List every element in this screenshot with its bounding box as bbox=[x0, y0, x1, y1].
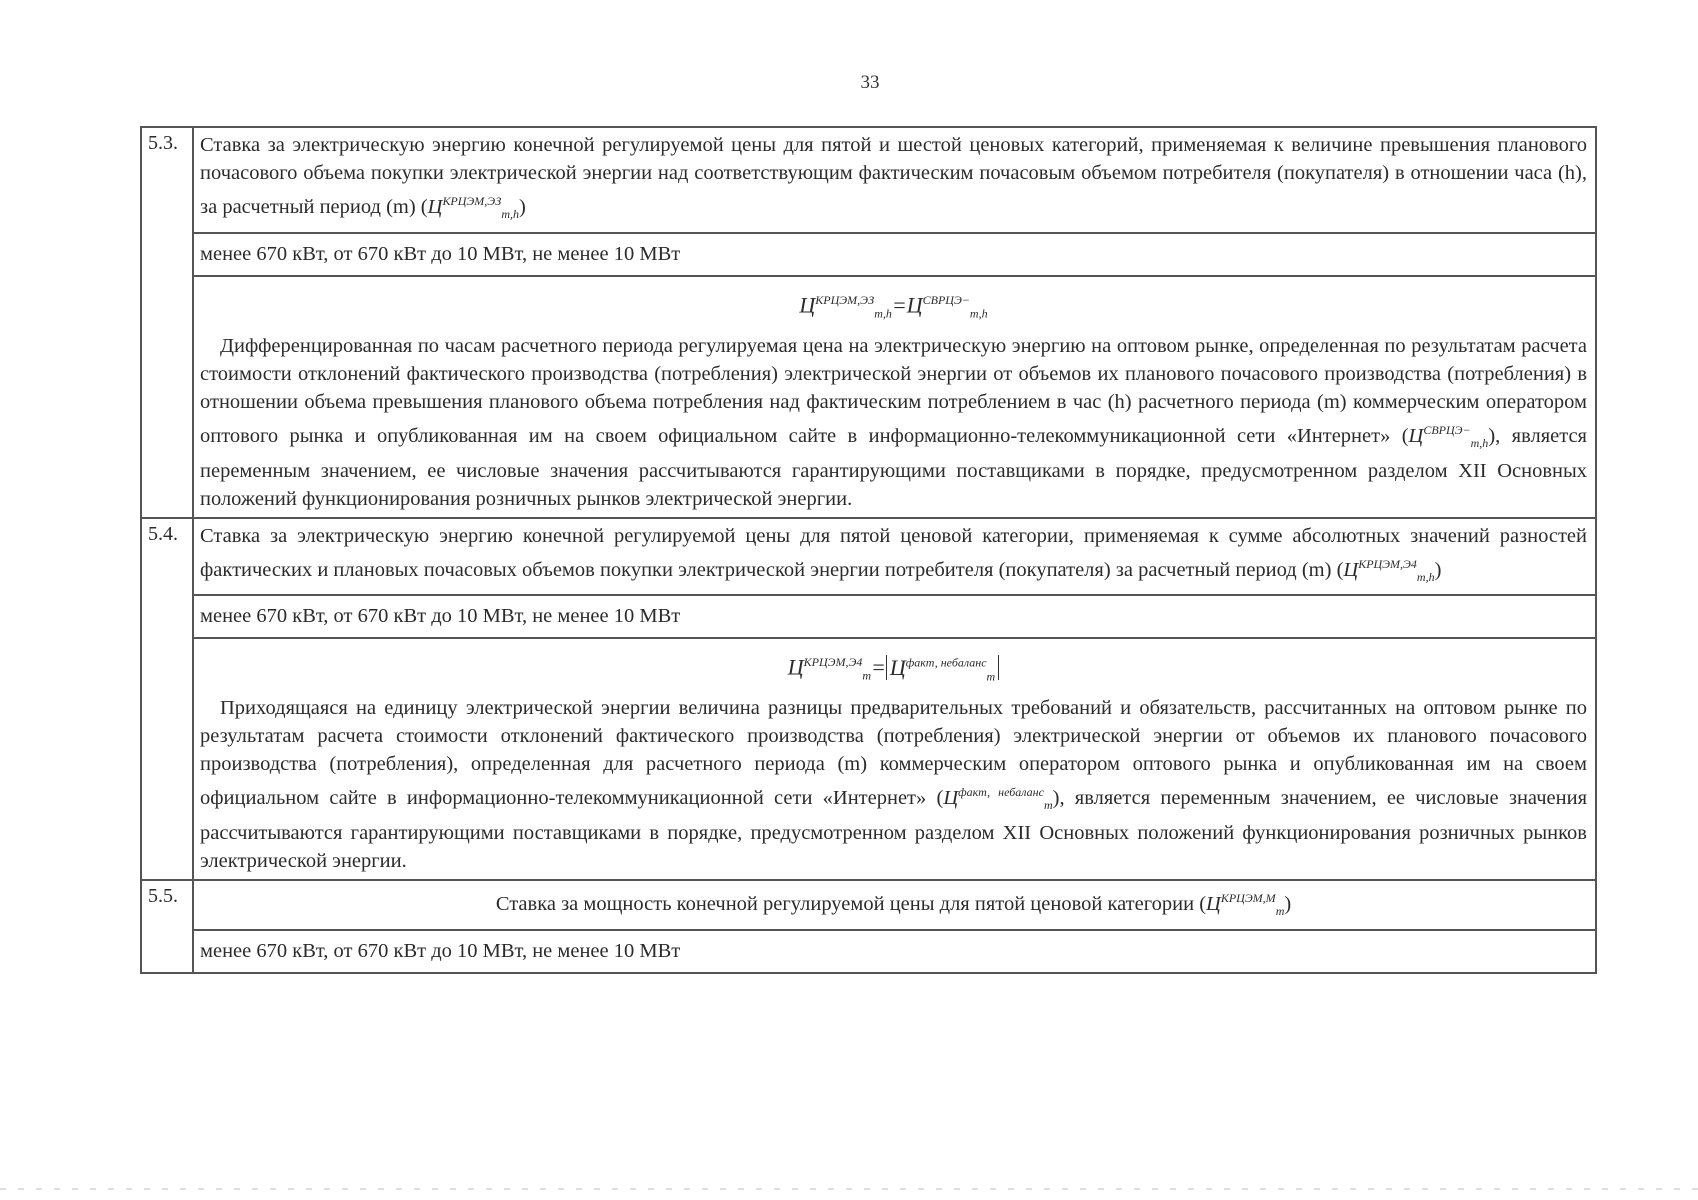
heading-text: Ставка за электрическую энергию конечной регулируемой цены для пятой ценовой категории, применяемая к сумме абсолютных значений разностей фактических и плановых почасовых объемов покупки электрической энергии потребителя (покупателя) за расчетный период (m) ( bbox=[200, 524, 1587, 581]
symbol-subscript: m,h bbox=[1416, 569, 1435, 584]
rate-definition bbox=[194, 639, 1595, 879]
table-row-5-5 bbox=[142, 881, 1595, 972]
definition-text bbox=[200, 694, 1587, 875]
symbol-superscript: КРЦЭМ,М bbox=[1220, 891, 1276, 906]
formula-equals: = bbox=[871, 654, 886, 680]
table-row-5-4 bbox=[142, 519, 1595, 882]
heading-closing: ) bbox=[1284, 892, 1292, 915]
symbol-superscript: КРЦЭМ,ЭЗ bbox=[442, 194, 502, 208]
price-symbol: Ц bbox=[427, 195, 443, 218]
definition-text bbox=[200, 332, 1587, 513]
definition-body: Дифференцированная по часам расчетного периода регулируемая цена на электрическую энергию на оптовом рынке, определенная по результатам расчета стоимости отклонений фактического производства (потребления) электрической энергии от объемов их планового почасового производства (потребления) в отношении объема превышения планового объема потребления над фактическим потреблением в час (h) расчетного периода (m) коммерческим оператором оптового рынка и опубликованная им на своем официальном сайте в информационно-телекоммуникационной сети «Интернет» ( bbox=[200, 334, 1587, 447]
symbol-superscript: факт, небаланс bbox=[958, 785, 1044, 800]
price-symbol: Ц bbox=[1408, 424, 1424, 447]
power-categories: менее 670 кВт, от 670 кВт до 10 МВт, не менее 10 МВт bbox=[194, 234, 1595, 277]
row-number: 5.4. bbox=[142, 519, 194, 880]
formula bbox=[200, 642, 1587, 694]
row-cells bbox=[194, 881, 1595, 972]
price-symbol: Ц bbox=[1343, 558, 1359, 581]
formula-lhs-sub: m bbox=[862, 669, 872, 684]
formula-rhs-sub: m bbox=[986, 669, 996, 684]
heading-closing: ) bbox=[519, 195, 526, 218]
price-symbol: Ц bbox=[943, 787, 959, 810]
row-number: 5.3. bbox=[142, 128, 194, 517]
power-categories: менее 670 кВт, от 670 кВт до 10 МВт, не менее 10 МВт bbox=[200, 940, 681, 963]
symbol-subscript: m bbox=[1275, 904, 1285, 919]
formula-lhs-sup: КРЦЭМ,Э4 bbox=[803, 655, 863, 670]
symbol-superscript: КРЦЭМ,Э4 bbox=[1358, 556, 1417, 571]
price-symbol: Ц bbox=[1206, 892, 1221, 915]
definition-tail: ), является переменным значением, ее числовые значения рассчитываются гарантирующими поставщиками в порядке, предусмотренном разделом XII Основных положений функционирования розничных рынков электрической энергии. bbox=[200, 424, 1587, 510]
formula-lhs-sup: КРЦЭМ,ЭЗ bbox=[815, 292, 875, 307]
heading-text: Ставка за мощность конечной регулируемой цены для пятой ценовой категории ( bbox=[495, 892, 1207, 915]
rate-heading bbox=[194, 519, 1595, 597]
symbol-subscript: m,h bbox=[1470, 435, 1489, 450]
rate-definition bbox=[194, 277, 1595, 517]
formula-rhs-symbol: Ц bbox=[889, 654, 906, 680]
rate-heading bbox=[194, 128, 1595, 234]
power-categories: менее 670 кВт, от 670 кВт до 10 МВт, не менее 10 МВт bbox=[194, 596, 1595, 639]
formula-lhs-symbol: Ц bbox=[799, 292, 816, 318]
heading-text: Ставка за электрическую энергию конечной регулируемой цены для пятой и шестой ценовых категорий, применяемая к величине превышения планового почасового объема покупки электрической энергии над соответствующим фактическим почасовым объемом потребителя (покупателя) в отношении часа (h), за расчетный период (m) ( bbox=[200, 134, 1587, 218]
heading-closing: ) bbox=[1434, 558, 1442, 581]
tariff-table bbox=[140, 126, 1597, 974]
formula-equals: = bbox=[891, 292, 907, 318]
formula-rhs-sub: m,h bbox=[969, 306, 988, 321]
rate-heading bbox=[194, 881, 1595, 931]
row-number: 5.5. bbox=[142, 881, 194, 972]
formula bbox=[200, 280, 1587, 332]
row-cells bbox=[194, 519, 1595, 880]
formula-rhs-symbol: Ц bbox=[906, 292, 923, 318]
scan-artifact bbox=[0, 1188, 1698, 1190]
formula-lhs-symbol: Ц bbox=[787, 654, 804, 680]
absolute-value-bars bbox=[886, 654, 999, 684]
definition-tail: ), является переменным значением, ее числовые значения рассчитываются гарантирующими поставщиками в порядке, предусмотренном разделом XII Основных положений функционирования розничных рынков электрической энергии. bbox=[200, 787, 1587, 873]
page-number: 33 bbox=[860, 72, 880, 93]
symbol-subscript: m bbox=[1043, 798, 1053, 813]
symbol-subscript: m,h bbox=[501, 206, 520, 221]
row-cells bbox=[194, 128, 1595, 517]
symbol-superscript: СВРЦЭ− bbox=[1423, 422, 1471, 437]
table-row-5-3 bbox=[142, 128, 1595, 519]
formula-rhs-sup: СВРЦЭ− bbox=[922, 292, 970, 307]
formula-rhs-sup: факт, небаланс bbox=[905, 655, 987, 670]
formula-lhs-sub: m,h bbox=[874, 306, 892, 321]
definition-body: Приходящаяся на единицу электрической энергии величина разницы предварительных требований и обязательств, рассчитанных на оптовом рынке по результатам расчета стоимости отклонений фактического производства (потребления) электрической энергии от объемов их планового почасового производства (потребления), определенная для расчетного периода (m) коммерческим оператором оптового рынка и опубликованная им на своем официальном сайте в информационно-телекоммуникационной сети «Интернет» ( bbox=[200, 697, 1587, 810]
